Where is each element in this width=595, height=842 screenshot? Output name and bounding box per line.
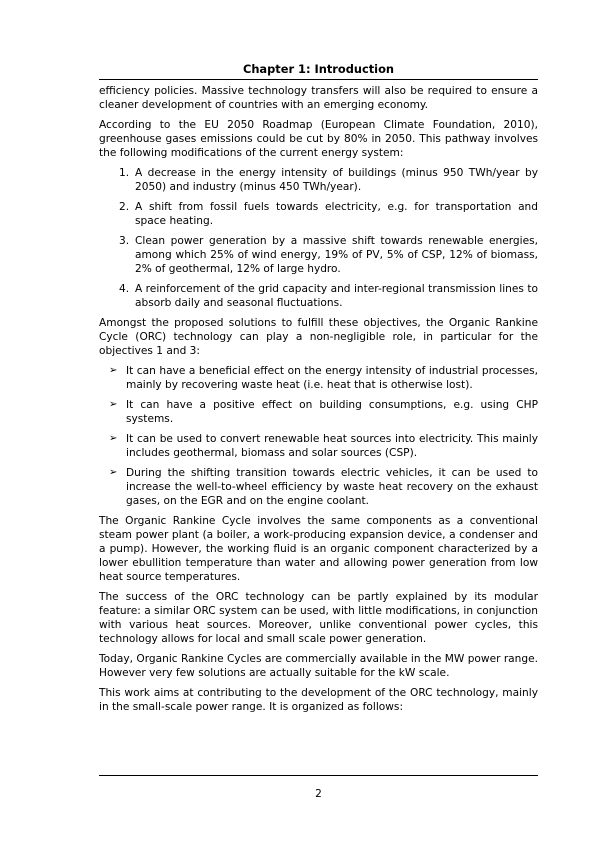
arrow-bullet-icon: ➢ xyxy=(109,433,118,444)
bullet-list-item xyxy=(99,398,538,426)
bullet-list-item xyxy=(99,364,538,392)
list-number: 4. xyxy=(119,283,130,295)
paragraph: The Organic Rankine Cycle involves the same components as a conventional steam power plant (a boiler, a work-producing expansion device, a condenser and a pump). However, the working fluid is an organic component characterized by a lower ebullition temperature than water and allowing power generation from low heat source temperatures. xyxy=(99,515,538,583)
list-item-text: A reinforcement of the grid capacity and inter-regional transmission lines to absorb daily and seasonal fluctuations. xyxy=(135,283,538,309)
list-item-text: It can be used to convert renewable heat sources into electricity. This mainly includes geothermal, biomass and solar sources (CSP). xyxy=(126,433,538,459)
paragraph: efficiency policies. Massive technology transfers will also be required to ensure a cleaner development of countries with an emerging economy. xyxy=(99,85,538,111)
numbered-list-item xyxy=(99,200,538,228)
bullet-list-item xyxy=(99,432,538,460)
paragraph: The success of the ORC technology can be partly explained by its modular feature: a similar ORC system can be used, with little modifications, in conjunction with various heat sources. Moreover, unlike conventional power cycles, this technology allows for local and small scale power generation. xyxy=(99,591,538,645)
numbered-list xyxy=(99,166,538,310)
paragraph: Today, Organic Rankine Cycles are commercially available in the MW power range. However very few solutions are actually suitable for the kW scale. xyxy=(99,653,538,679)
arrow-bullet-icon: ➢ xyxy=(109,365,118,376)
bullet-list-item xyxy=(99,466,538,508)
paragraph: Amongst the proposed solutions to fulfill these objectives, the Organic Rankine Cycle (ORC) technology can play a non-negligible role, in particular for the objectives 1 and 3: xyxy=(99,317,538,357)
numbered-list-item xyxy=(99,234,538,276)
numbered-list-item xyxy=(99,166,538,194)
arrow-bullet-icon: ➢ xyxy=(109,399,118,410)
header-divider xyxy=(99,79,538,80)
list-item-text: During the shifting transition towards electric vehicles, it can be used to increase the well-to-wheel efficiency by waste heat recovery on the exhaust gases, on the EGR and on the engine coolant. xyxy=(126,467,538,507)
list-number: 2. xyxy=(119,201,130,213)
chapter-header: Chapter 1: Introduction xyxy=(242,62,395,76)
footer-divider xyxy=(99,775,538,776)
list-number: 1. xyxy=(119,167,130,179)
list-item-text: It can have a positive effect on building consumptions, e.g. using CHP systems. xyxy=(126,399,538,425)
paragraph: This work aims at contributing to the development of the ORC technology, mainly in the small-scale power range. It is organized as follows: xyxy=(99,687,538,713)
page-body xyxy=(99,84,538,720)
list-number: 3. xyxy=(119,235,130,247)
list-item-text: Clean power generation by a massive shift towards renewable energies, among which 25% of wind energy, 19% of PV, 5% of CSP, 12% of biomass, 2% of geothermal, 12% of large hydro. xyxy=(135,235,538,275)
arrow-bullet-icon: ➢ xyxy=(109,467,118,478)
list-item-text: A shift from fossil fuels towards electricity, e.g. for transportation and space heating. xyxy=(135,201,538,227)
list-item-text: A decrease in the energy intensity of buildings (minus 950 TWh/year by 2050) and industry (minus 450 TWh/year). xyxy=(135,167,538,193)
numbered-list-item xyxy=(99,282,538,310)
page-number: 2 xyxy=(315,788,322,800)
list-item-text: It can have a beneficial effect on the energy intensity of industrial processes, mainly by recovering waste heat (i.e. heat that is otherwise lost). xyxy=(126,365,538,391)
bullet-list xyxy=(99,364,538,508)
paragraph: According to the EU 2050 Roadmap (European Climate Foundation, 2010), greenhouse gases emissions could be cut by 80% in 2050. This pathway involves the following modifications of the current energy system: xyxy=(99,119,538,159)
